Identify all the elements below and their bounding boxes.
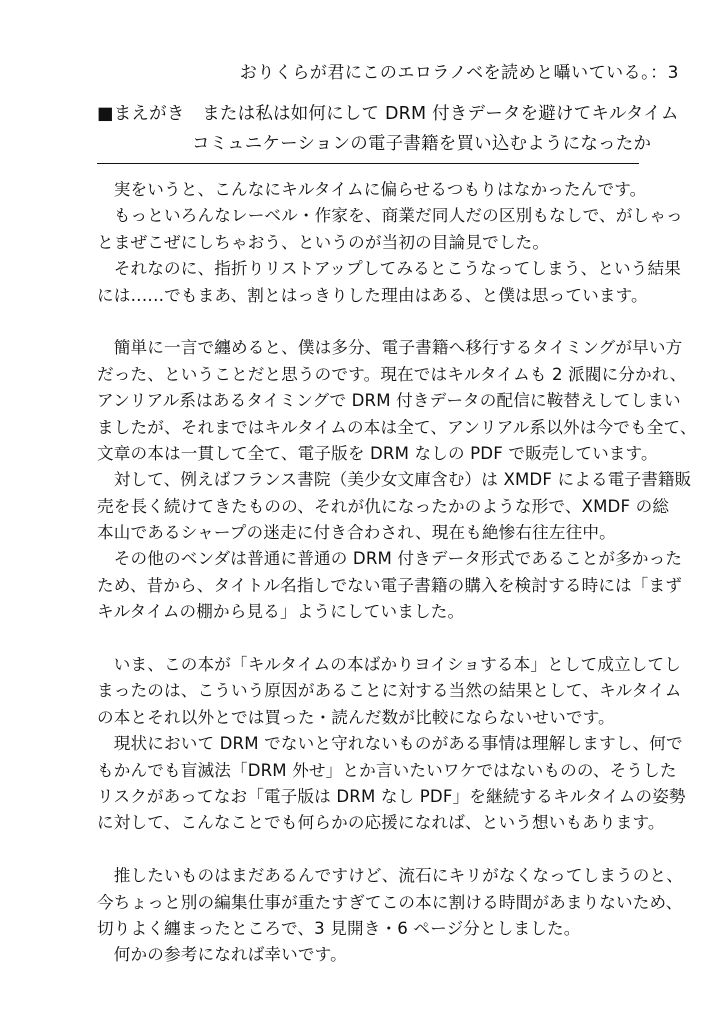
text-line: アンリアル系はあるタイミングで DRM 付きデータの配信に鞍替えしてしまい [97,391,681,411]
paragraph-gap [97,309,657,335]
text-line: 売を長く続けてきたものの、それが仇になったかのような形で、XMDF の総 [97,496,670,516]
text-line: 文章の本は一貫して全て、電子版を DRM なしの PDF で販売しています。 [97,443,658,463]
heading-line-1: ■まえがき または私は如何にして DRM 付きデータを避けてキルタイム [97,104,679,124]
text-line: 本山であるシャープの迷走に付き合わされ、現在も絶惨右往左往中。 [97,523,616,543]
paragraph-1 [97,177,683,309]
body-text [97,177,697,969]
text-line: 何かの参考になれば幸いです。 [97,945,347,965]
paragraph-2 [97,335,697,625]
text-line: ましたが、それまではキルタイムの本は全て、アンリアル系以外は今でも全て、 [97,417,697,437]
paragraph-gap [97,837,657,863]
paragraph-4 [97,863,684,969]
paragraph-3 [97,652,686,837]
paragraph-gap [97,626,657,652]
running-head: おりくらが君にこのエロラノベを読めと囁いている。：3 [239,63,679,83]
text-line: ため、昔から、タイトル名指しでない電子書籍の購入を検討する時には「まず [97,575,683,595]
text-line: の本とそれ以外とでは買った・読んだ数が比較にならないせいです。 [97,707,615,727]
text-line: リスクがあってなお「電子版は DRM なし PDF」を継続するキルタイムの姿勢 [97,786,686,806]
text-line: には‥‥‥でもまあ、割とはっきりした理由はある、と僕は思っています。 [97,285,648,305]
text-line: もっといろんなレーベル・作家を、商業だ同人だの区別もなしで、がしゃっ [97,206,683,226]
text-line: いま、この本が「キルタイムの本ばかりヨイショする本」として成立してし [97,655,682,675]
text-line: 切りよく纏まったところで、3 見開き・6 ページ分としました。 [97,918,581,938]
text-line: それなのに、指折りリストアップしてみるとこうなってしまう、という結果 [97,259,682,279]
text-line: に対して、こんなことでも何らかの応援になれば、という想いもあります。 [97,813,665,833]
text-line: 現状において DRM でないと守れないものがある事情は理解しますし、何で [97,734,683,754]
text-line: もかんでも盲滅法「DRM 外せ」とか言いたいワケではないものの、そうした [97,760,677,780]
heading-line-2: コミュニケーションの電子書籍を買い込むようになったか [192,134,652,154]
text-line: その他のベンダは普通に普通の DRM 付きデータ形式であることが多かった [97,549,683,569]
text-line: キルタイムの棚から見る」ようにしていました。 [97,602,465,622]
text-line: 推したいものはまだあるんですけど、流石にキリがなくなってしまうのと、 [97,866,684,886]
text-line: 実をいうと、こんなにキルタイムに偏らせるつもりはなかったんです。 [97,180,647,199]
text-line: 簡単に一言で纏めると、僕は多分、電子書籍へ移行するタイミングが早い方 [97,338,683,358]
text-line: まったのは、こういう原因があることに対する当然の結果として、キルタイム [97,681,682,701]
section-heading [97,99,679,164]
text-line: だった、ということだと思うのです。現在ではキルタイムも 2 派閥に分かれ、 [97,364,687,384]
text-line: 対して、例えばフランス書院（美少女文庫含む）は XMDF による電子書籍販 [97,470,692,490]
text-line: 今ちょっと別の編集仕事が重たすぎてこの本に割ける時間があまりないため、 [97,892,683,912]
text-line: とまぜこぜにしちゃおう、というのが当初の目論見でした。 [97,232,550,252]
